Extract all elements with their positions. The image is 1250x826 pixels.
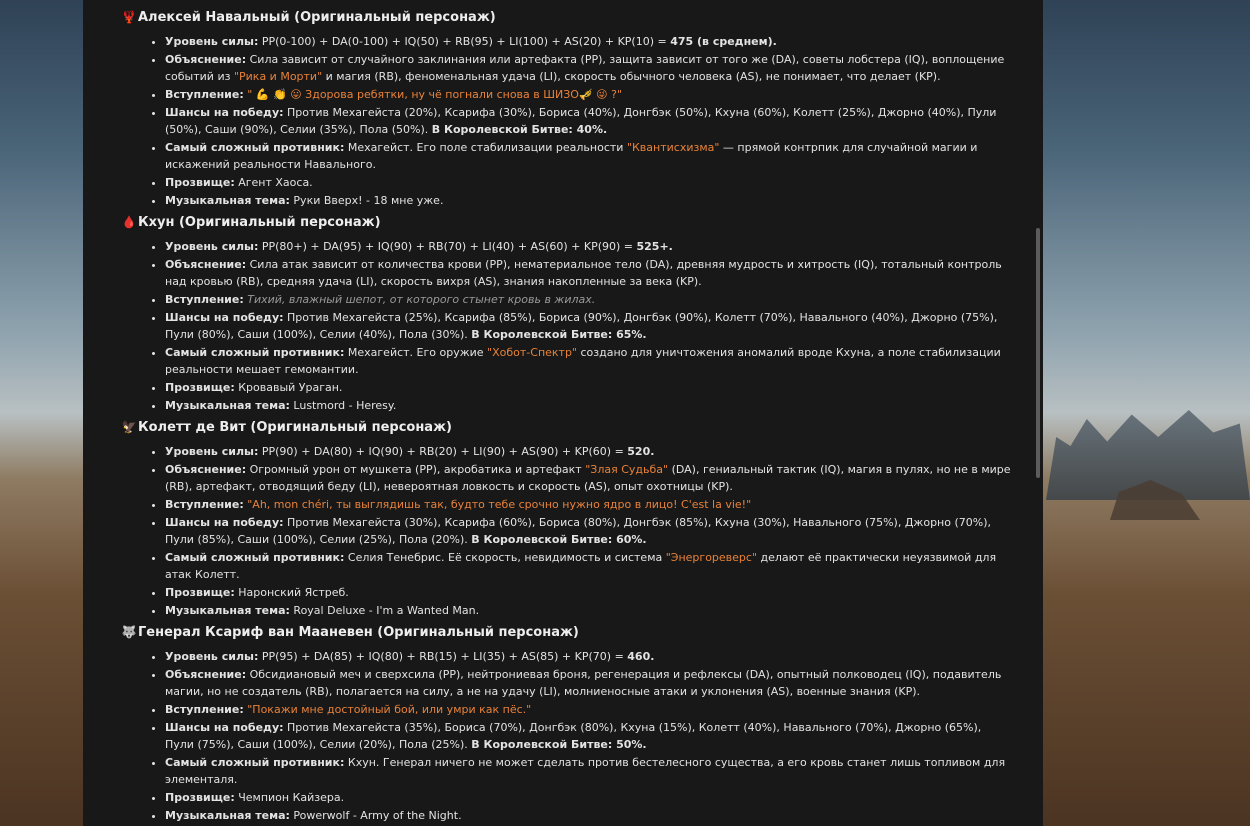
explain-label: Объяснение: <box>165 463 247 476</box>
power-label: Уровень силы: <box>165 445 259 458</box>
explain-highlight: "Рика и Морти" <box>233 70 323 83</box>
character-stats-list <box>137 238 1013 414</box>
power-label: Уровень силы: <box>165 35 259 48</box>
music-label: Музыкальная тема: <box>165 604 290 617</box>
character-title-text: Генерал Ксариф ван Мааневен (Оригинальный персонаж) <box>138 625 579 640</box>
rival-text: Селия Тенебрис. Её скорость, невидимость и система <box>347 551 666 564</box>
power-level <box>165 648 1013 665</box>
music-label: Музыкальная тема: <box>165 399 290 412</box>
intro-label: Вступление: <box>165 293 244 306</box>
rival-label: Самый сложный противник: <box>165 551 345 564</box>
character-title <box>121 623 1013 642</box>
rival-text: Мехагейст. Его поле стабилизации реальности <box>347 141 627 154</box>
blood-drop-icon: 🩸 <box>121 215 137 229</box>
power-total: 460. <box>627 650 655 663</box>
win-chances <box>165 514 1013 548</box>
rival-text-rest: делают её практически неуязвимой для атак Колетт. <box>165 551 997 581</box>
intro-quote: "Ah, mon chéri, ты выглядишь так, будто тебе срочно нужно ядро в лицо! C'est la vie!" <box>247 498 752 511</box>
nick-label: Прозвище: <box>165 381 235 394</box>
hardest-rival <box>165 549 1013 583</box>
power-level <box>165 443 1013 460</box>
character-card <box>121 418 1013 619</box>
nick-label: Прозвище: <box>165 586 235 599</box>
music-text: Lustmord - Heresy. <box>293 399 397 412</box>
nickname <box>165 174 1013 191</box>
chances-text: Против Мехагейста (35%), Бориса (70%), Донгбэк (80%), Кхуна (15%), Колетт (40%), Навального (70%), Джорно (65%), Пули (75%), Саши (100%), Селии (20%), Пола (25%). <box>165 721 982 751</box>
battle-royale-chance: В Королевской Битве: 40%. <box>431 123 608 136</box>
nick-label: Прозвище: <box>165 176 235 189</box>
chances-text: Против Мехагейста (30%), Ксарифа (60%), Бориса (80%), Донгбэк (85%), Кхуна (30%), Навального (75%), Джорно (70%), Пули (85%), Саши (100%), Селии (25%), Пола (20%). <box>165 516 992 546</box>
battle-royale-chance: В Королевской Битве: 60%. <box>471 533 647 546</box>
rival-highlight: "Энергореверс" <box>665 551 758 564</box>
power-label: Уровень силы: <box>165 240 259 253</box>
character-stats-list <box>137 648 1013 824</box>
music-theme <box>165 192 1013 209</box>
chances-text: Против Мехагейста (25%), Ксарифа (85%), Бориса (90%), Донгбэк (90%), Колетт (70%), Навального (40%), Джорно (75%), Пули (80%), Саши (100%), Селии (40%), Пола (30%). <box>165 311 998 341</box>
explain-text: Огромный урон от мушкета (PP), акробатика и артефакт <box>249 463 586 476</box>
power-level <box>165 33 1013 50</box>
power-formula: PP(95) + DA(85) + IQ(80) + RB(15) + LI(35) + AS(85) + KP(70) = <box>261 650 628 663</box>
character-card <box>121 213 1013 414</box>
character-stats-list <box>137 33 1013 209</box>
music-label: Музыкальная тема: <box>165 809 290 822</box>
character-title-text: Кхун (Оригинальный персонаж) <box>138 215 381 230</box>
character-stats-list <box>137 443 1013 619</box>
nickname <box>165 584 1013 601</box>
music-theme <box>165 397 1013 414</box>
nick-text: Чемпион Кайзера. <box>238 791 345 804</box>
character-title-text: Алексей Навальный (Оригинальный персонаж) <box>138 10 496 25</box>
win-chances <box>165 104 1013 138</box>
music-theme <box>165 602 1013 619</box>
intro-label: Вступление: <box>165 703 244 716</box>
rival-label: Самый сложный противник: <box>165 346 345 359</box>
intro-quote: "Покажи мне достойный бой, или умри как пёс." <box>247 703 532 716</box>
rival-text: Кхун. Генерал ничего не может сделать против бестелесного существа, а его кровь станет лишь топливом для элементаля. <box>165 756 1006 786</box>
nick-text: Кровавый Ураган. <box>238 381 343 394</box>
intro-label: Вступление: <box>165 498 244 511</box>
nick-text: Агент Хаоса. <box>238 176 313 189</box>
eagle-icon: 🦅 <box>121 420 137 434</box>
wolf-icon: 🐺 <box>121 625 137 639</box>
hardest-rival <box>165 754 1013 788</box>
power-total: 525+. <box>636 240 673 253</box>
explanation <box>165 666 1013 700</box>
battle-royale-chance: В Королевской Битве: 50%. <box>471 738 647 751</box>
explain-text-rest: и магия (RB), феноменальная удача (LI), скорость обычного человека (AS), не понимает, что делает (KP). <box>322 70 941 83</box>
hardest-rival <box>165 344 1013 378</box>
power-total: 475 (в среднем). <box>670 35 777 48</box>
chances-text: Против Мехагейста (20%), Ксарифа (30%), Бориса (40%), Донгбэк (50%), Кхуна (60%), Колетт (25%), Джорно (40%), Пули (50%), Саши (90%), Селии (35%), Пола (50%). <box>165 106 997 136</box>
music-label: Музыкальная тема: <box>165 194 290 207</box>
music-theme <box>165 807 1013 824</box>
intro <box>165 86 1013 103</box>
power-total: 520. <box>627 445 655 458</box>
chat-message-panel <box>83 0 1043 826</box>
music-text: Powerwolf - Army of the Night. <box>293 809 462 822</box>
rival-text: Мехагейст. Его оружие <box>347 346 488 359</box>
intro-quote: " 💪 👏 😛 Здорова ребятки, ну чё погнали снова в ШИЗО🎺 😜 ?" <box>247 88 623 101</box>
character-title-text: Колетт де Вит (Оригинальный персонаж) <box>138 420 452 435</box>
explain-text: Сила зависит от случайного заклинания или артефакта (PP), защита зависит от того же (DA), советы лобстера (IQ), воплощение событий из <box>165 53 1005 83</box>
power-formula: PP(0-100) + DA(0-100) + IQ(50) + RB(95) + LI(100) + AS(20) + KP(10) = <box>261 35 671 48</box>
rival-text-rest: — прямой контрпик для случайной магии и искажений реальности Навального. <box>165 141 978 171</box>
character-card <box>121 8 1013 209</box>
rival-label: Самый сложный противник: <box>165 141 345 154</box>
explanation <box>165 51 1013 85</box>
intro-quote: Тихий, влажный шепот, от которого стынет кровь в жилах. <box>247 293 596 306</box>
explain-label: Объяснение: <box>165 668 247 681</box>
explanation <box>165 461 1013 495</box>
hardest-rival <box>165 139 1013 173</box>
intro <box>165 291 1013 308</box>
power-level <box>165 238 1013 255</box>
lobster-icon: 🦞 <box>121 10 137 24</box>
intro <box>165 701 1013 718</box>
chances-label: Шансы на победу: <box>165 311 284 324</box>
music-text: Руки Вверх! - 18 мне уже. <box>293 194 444 207</box>
rival-highlight: "Хобот-Спектр" <box>487 346 577 359</box>
music-text: Royal Deluxe - I'm a Wanted Man. <box>293 604 480 617</box>
character-title <box>121 213 1013 232</box>
character-title <box>121 8 1013 27</box>
explain-label: Объяснение: <box>165 53 247 66</box>
explain-label: Объяснение: <box>165 258 247 271</box>
nickname <box>165 379 1013 396</box>
power-formula: PP(80+) + DA(95) + IQ(90) + RB(70) + LI(40) + AS(60) + KP(90) = <box>261 240 637 253</box>
power-label: Уровень силы: <box>165 650 259 663</box>
nick-text: Наронский Ястреб. <box>238 586 349 599</box>
nickname <box>165 789 1013 806</box>
power-formula: PP(90) + DA(80) + IQ(90) + RB(20) + LI(90) + AS(90) + KP(60) = <box>261 445 628 458</box>
character-card <box>121 623 1013 824</box>
explain-text: Сила атак зависит от количества крови (PP), нематериальное тело (DA), древняя мудрость и хитрость (IQ), тотальный контроль над кровью (RB), средняя удача (LI), скорость вихря (AS), знания накопленные за века (KP). <box>165 258 1002 288</box>
explanation <box>165 256 1013 290</box>
battle-royale-chance: В Королевской Битве: 65%. <box>471 328 647 341</box>
explain-text-rest: (DA), гениальный тактик (IQ), магия в пулях, но не в мире (RB), артефакт, отводящий беду (LI), невероятная ловкость и скорость (AS), опыт охотницы (KP). <box>165 463 1011 493</box>
intro-label: Вступление: <box>165 88 244 101</box>
chances-label: Шансы на победу: <box>165 721 284 734</box>
explain-highlight: "Злая Судьба" <box>585 463 669 476</box>
win-chances <box>165 309 1013 343</box>
chances-label: Шансы на победу: <box>165 516 284 529</box>
character-title <box>121 418 1013 437</box>
explain-text: Обсидиановый меч и сверхсила (PP), нейтрониевая броня, регенерация и рефлексы (DA), опытный полководец (IQ), подавитель магии, но не создатель (RB), полагается на силу, а не на удачу (LI), молниеносные атаки и уклонения (AS), военные знания (KP). <box>165 668 1002 698</box>
win-chances <box>165 719 1013 753</box>
intro <box>165 496 1013 513</box>
nick-label: Прозвище: <box>165 791 235 804</box>
rival-text-rest: создано для уничтожения аномалий вроде Кхуна, а поле стабилизации реальности мешает гемомантии. <box>165 346 1001 376</box>
rival-label: Самый сложный противник: <box>165 756 345 769</box>
vertical-scrollbar[interactable] <box>1036 228 1040 478</box>
chances-label: Шансы на победу: <box>165 106 284 119</box>
rival-highlight: "Квантисхизма" <box>626 141 720 154</box>
